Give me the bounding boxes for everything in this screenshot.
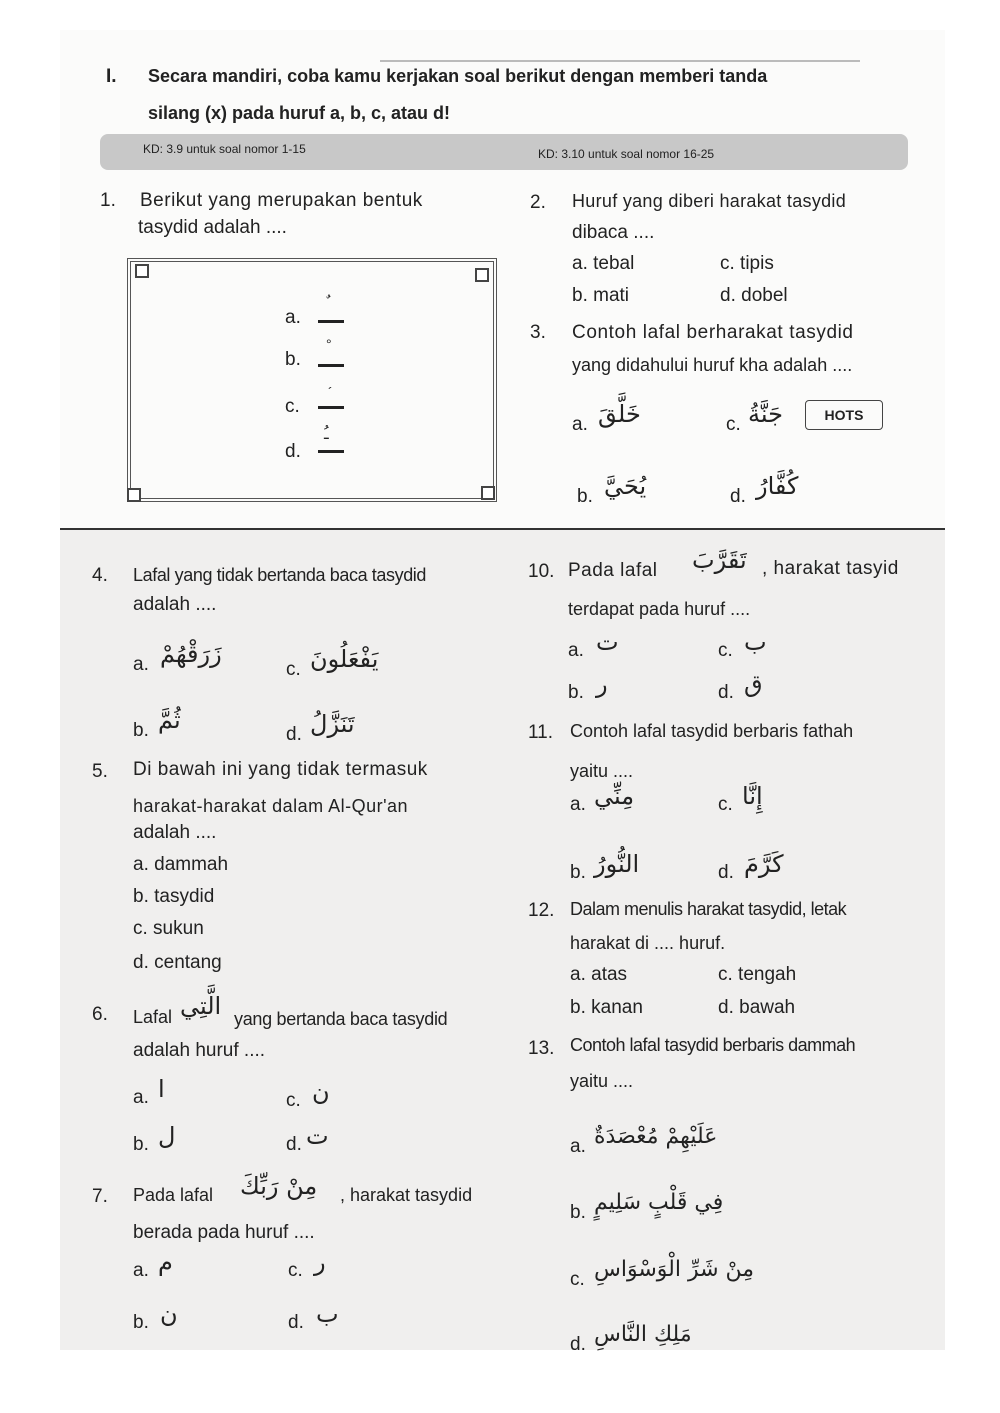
q2-option-b[interactable]: b. mati — [572, 285, 630, 306]
q2-line1: Huruf yang diberi harakat tasydid — [572, 191, 847, 211]
q5-option-a[interactable]: a. dammah — [133, 854, 229, 875]
q1-line2: tasydid adalah .... — [138, 217, 287, 238]
q6-option-b-arabic: ل — [158, 1122, 176, 1150]
page-divider — [60, 528, 945, 530]
q7-post: , harakat tasydid — [340, 1185, 473, 1205]
q1-mark-d — [318, 450, 344, 453]
q5-option-c[interactable]: c. sukun — [133, 918, 204, 939]
q13-option-d-arabic: مَلِكِ النَّاسِ — [594, 1322, 692, 1347]
q11-option-c-arabic: إِنَّا — [742, 782, 763, 810]
q4-option-c-label[interactable]: c. — [286, 659, 301, 680]
q6-option-b-label[interactable]: b. — [133, 1134, 149, 1155]
q2-option-d[interactable]: d. dobel — [720, 285, 788, 306]
q4-option-c-arabic: يَفْعَلُونَ — [310, 645, 379, 673]
q4-option-d-arabic: تَنَزَّلُ — [310, 710, 355, 738]
q10-pre: Pada lafal — [568, 560, 658, 581]
q11-option-a-arabic: مِنِّي — [594, 782, 635, 810]
q5-option-d[interactable]: d. centang — [133, 952, 222, 973]
q5-option-b[interactable]: b. tasydid — [133, 886, 215, 907]
q2-option-a[interactable]: a. tebal — [572, 253, 635, 274]
q11-option-c-label[interactable]: c. — [718, 794, 733, 815]
q3-line1: Contoh lafal berharakat tasydid — [572, 322, 854, 343]
q10-arabic: تَقَرَّبَ — [692, 546, 747, 574]
q7-pre: Pada lafal — [133, 1185, 214, 1205]
q3-option-d-label[interactable]: d. — [730, 486, 746, 507]
q12-option-a[interactable]: a. atas — [570, 964, 628, 985]
q1-line1: Berikut yang merupakan bentuk — [140, 190, 423, 211]
q6-option-d-label[interactable]: d. — [286, 1134, 302, 1155]
q13-option-b-label[interactable]: b. — [570, 1202, 586, 1223]
q1-mark-c-symbol: ´ — [328, 384, 333, 400]
q13-option-d-label[interactable]: d. — [570, 1334, 586, 1355]
q4-option-b-arabic: ثُمَّ — [158, 706, 181, 734]
q7-option-a-arabic: م — [158, 1248, 173, 1276]
q13-line2: yaitu .... — [570, 1071, 634, 1091]
q4-option-b-label[interactable]: b. — [133, 720, 149, 741]
kd-right: KD: 3.10 untuk soal nomor 16-25 — [538, 147, 715, 161]
q5-line2: harakat-harakat dalam Al-Qur'an — [133, 796, 409, 816]
q7-option-c-label[interactable]: c. — [288, 1260, 303, 1281]
q1-option-d-label[interactable]: d. — [285, 441, 301, 462]
q11-line1: Contoh lafal tasydid berbaris fathah — [570, 721, 854, 741]
q6-option-c-label[interactable]: c. — [286, 1090, 301, 1111]
q4-number: 4. — [92, 565, 108, 586]
q12-number: 12. — [528, 900, 555, 921]
q1-mark-b — [318, 364, 344, 367]
q5-number: 5. — [92, 761, 108, 782]
q10-option-c-arabic: ب — [744, 628, 767, 656]
q7-option-b-arabic: ن — [160, 1300, 178, 1328]
q3-option-c-label[interactable]: c. — [726, 414, 741, 435]
q6-arabic: الَّتِي — [180, 992, 222, 1020]
q10-number: 10. — [528, 561, 555, 582]
q2-line2: dibaca .... — [572, 222, 655, 243]
q10-option-a-label[interactable]: a. — [568, 640, 584, 661]
kd-left: KD: 3.9 untuk soal nomor 1-15 — [143, 142, 306, 156]
q11-option-d-label[interactable]: d. — [718, 862, 734, 883]
q3-option-c-arabic: جَنَّةُ — [748, 400, 783, 428]
q3-number: 3. — [530, 322, 546, 343]
q1-option-a-label[interactable]: a. — [285, 307, 301, 328]
hots-badge: HOTS — [805, 400, 883, 430]
q5-line3: adalah .... — [133, 822, 217, 843]
q7-option-b-label[interactable]: b. — [133, 1312, 149, 1333]
q7-number: 7. — [92, 1186, 108, 1207]
q6-option-a-arabic: ا — [158, 1075, 165, 1103]
q12-option-d[interactable]: d. bawah — [718, 997, 796, 1018]
q6-option-c-arabic: ن — [312, 1078, 330, 1106]
q12-line1: Dalam menulis harakat tasydid, letak — [570, 899, 847, 919]
q11-option-b-label[interactable]: b. — [570, 862, 586, 883]
q5-line1: Di bawah ini yang tidak termasuk — [133, 759, 428, 780]
q6-option-a-label[interactable]: a. — [133, 1087, 149, 1108]
q1-mark-c — [318, 406, 344, 409]
q11-option-a-label[interactable]: a. — [570, 794, 586, 815]
q7-option-c-arabic: ر — [314, 1248, 326, 1276]
q3-line2: yang didahului huruf kha adalah .... — [572, 355, 853, 375]
q1-frame — [127, 258, 497, 502]
q12-option-c[interactable]: c. tengah — [718, 964, 797, 985]
top-rule — [380, 60, 860, 62]
instruction-line-2: silang (x) pada huruf a, b, c, atau d! — [148, 103, 451, 123]
q7-arabic: مِنْ رَبِّكَ — [240, 1172, 318, 1200]
q6-option-d-arabic: ت — [306, 1122, 329, 1150]
q4-line2: adalah .... — [133, 594, 217, 615]
q13-option-a-arabic: عَلَيْهِمْ مُعْصَدَةٌ — [594, 1124, 718, 1149]
q1-mark-a — [318, 320, 344, 323]
q3-option-a-label[interactable]: a. — [572, 414, 588, 435]
q10-line2: terdapat pada huruf .... — [568, 599, 751, 619]
q12-line2: harakat di .... huruf. — [570, 933, 726, 953]
q1-mark-b-symbol: ° — [326, 336, 332, 352]
q1-option-b-label[interactable]: b. — [285, 349, 301, 370]
q11-line2: yaitu .... — [570, 761, 634, 781]
instruction-line-1: Secara mandiri, coba kamu kerjakan soal berikut dengan memberi tanda — [148, 66, 768, 86]
q3-option-b-label[interactable]: b. — [577, 486, 593, 507]
q7-option-d-label[interactable]: d. — [288, 1312, 304, 1333]
q4-option-a-label[interactable]: a. — [133, 654, 149, 675]
q1-number: 1. — [100, 190, 116, 211]
q4-line1: Lafal yang tidak bertanda baca tasydid — [133, 565, 427, 585]
q4-option-d-label[interactable]: d. — [286, 724, 302, 745]
q1-mark-d-symbol: ﹹ — [324, 426, 329, 443]
q13-option-c-arabic: مِنْ شَرِّ الْوَسْوَاسِ — [594, 1257, 755, 1282]
q13-option-b-arabic: فِي قَلْبٍ سَلِيمٍ — [594, 1190, 724, 1215]
q4-option-a-arabic: زَرَقْهُمْ — [160, 640, 222, 668]
q6-line2: adalah huruf .... — [133, 1040, 266, 1061]
q2-number: 2. — [530, 192, 546, 213]
q7-option-a-label[interactable]: a. — [133, 1260, 149, 1281]
q11-option-d-arabic: كَرَّمَ — [744, 850, 784, 878]
q10-post: , harakat tasyid — [762, 558, 899, 579]
q2-option-c[interactable]: c. tipis — [720, 253, 774, 274]
q3-option-b-arabic: يُحَيَّ — [604, 472, 647, 500]
q3-option-d-arabic: كُفَّارُ — [756, 472, 799, 500]
q10-option-a-arabic: ت — [596, 628, 619, 656]
q7-option-d-arabic: ب — [316, 1300, 339, 1328]
q1-option-c-label[interactable]: c. — [285, 396, 300, 417]
q11-number: 11. — [528, 722, 554, 743]
q11-option-b-arabic: النُّورُ — [594, 850, 640, 878]
q10-option-b-label[interactable]: b. — [568, 682, 584, 703]
section-number: I. — [106, 66, 117, 87]
q6-post: yang bertanda baca tasydid — [234, 1009, 448, 1029]
q12-option-b[interactable]: b. kanan — [570, 997, 643, 1018]
q10-option-b-arabic: ر — [596, 670, 608, 698]
q13-option-a-label[interactable]: a. — [570, 1136, 586, 1157]
q6-pre: Lafal — [133, 1007, 173, 1027]
q10-option-c-label[interactable]: c. — [718, 640, 733, 661]
q10-option-d-label[interactable]: d. — [718, 682, 734, 703]
q13-option-c-label[interactable]: c. — [570, 1269, 585, 1290]
q6-number: 6. — [92, 1004, 108, 1025]
q3-option-a-arabic: خَلَّقَ — [598, 400, 641, 428]
q10-option-d-arabic: ق — [744, 670, 763, 698]
q7-line2: berada pada huruf .... — [133, 1222, 315, 1243]
q13-number: 13. — [528, 1038, 555, 1059]
q13-line1: Contoh lafal tasydid berbaris dammah — [570, 1035, 856, 1055]
